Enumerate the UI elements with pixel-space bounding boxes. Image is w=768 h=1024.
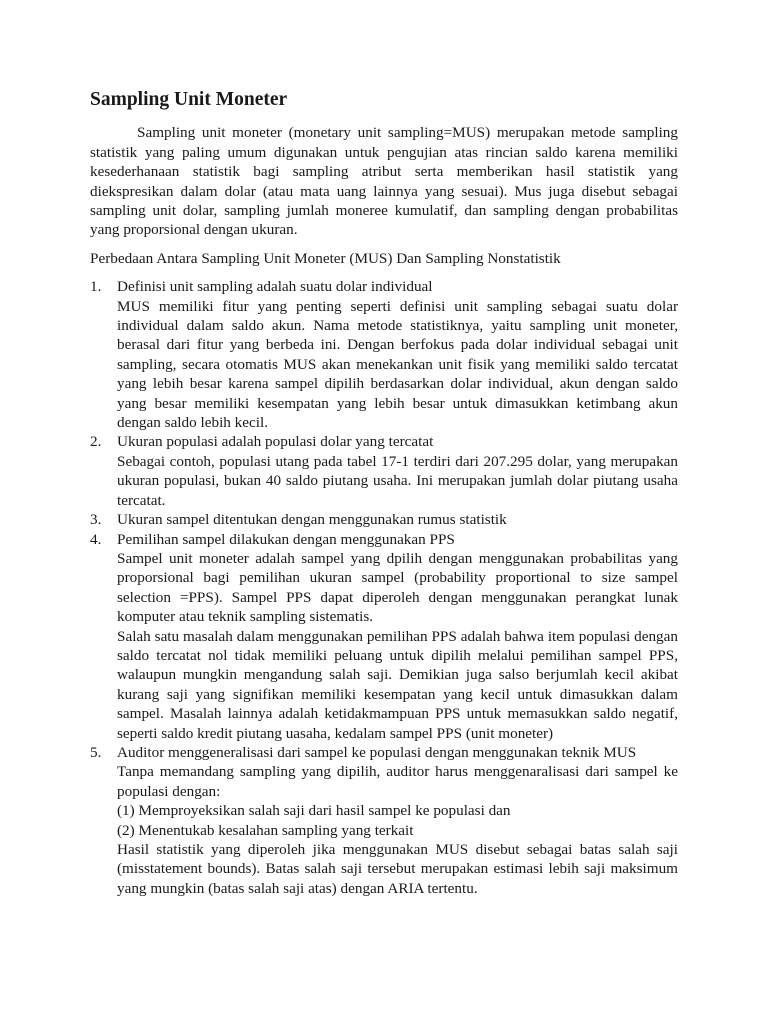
section-subheading: Perbedaan Antara Sampling Unit Moneter (MUS) Dan Sampling Nonstatistik [90,249,561,267]
list-item-paragraph: (1) Memproyeksikan salah saji dari hasil sampel ke populasi dan [117,802,511,820]
list-item-title: Ukuran populasi adalah populasi dolar yang tercatat [117,433,434,451]
list-item-paragraph: Sebagai contoh, populasi utang pada tabel 17-1 terdiri dari 207.295 dolar, yang merupakan ukuran populasi, bukan 40 saldo piutang usaha. Ini merupakan jumlah dolar piutang usaha tercatat. [117,452,678,509]
list-item-title: Auditor menggeneralisasi dari sampel ke populasi dengan menggunakan teknik MUS [117,743,637,761]
list-item-paragraph: Hasil statistik yang diperoleh jika menggunakan MUS disebut sebagai batas salah saji (misstatement bounds). Batas salah saji tersebut merupakan estimasi lebih saji maksimum yang mungkin (batas salah saji atas) dengan ARIA tertentu. [117,841,678,897]
list-item-body [117,762,678,898]
list-item [90,510,678,529]
list-item-title: Ukuran sampel ditentukan dengan menggunakan rumus statistik [117,511,507,529]
intro-paragraph: Sampling unit moneter (monetary unit sampling=MUS) merupakan metode sampling statistik yang paling umum digunakan untuk pengujian atas rincian saldo karena memiliki kesederhanaan statistik bagi sampling atribut serta memberikan hasil statistik yang diekspresikan dalam dolar (atau mata uang lainnya yang sesuai). Mus juga disebut sebagai sampling unit dolar, sampling jumlah moneree kumulatif, dan sampling dengan probabilitas yang proporsional dengan ukuran. [90,124,678,239]
list-item-paragraph: Salah satu masalah dalam menggunakan pemilihan PPS adalah bahwa item populasi dengan saldo tercatat nol tidak memiliki peluang untuk dipilih melalui pemilihan sampel PPS, walaupun mungkin mengandung salah saji. Demikian juga salso berjumlah kecil akibat kurang saji yang signifikan memiliki kesempatan yang kecil untuk dimasukkan dalam sampel. Masalah lainnya adalah ketidakmampuan PPS untuk memasukkan saldo negatif, seperti saldo kredit piutang uasaha, kedalam sampel PPS (unit moneter) [117,627,678,742]
list-item-body [117,452,678,510]
numbered-list [90,277,678,898]
list-item-title: Definisi unit sampling adalah suatu dolar individual [117,278,433,296]
document-page [90,88,678,898]
list-item [90,530,678,743]
list-item-body [117,549,678,743]
list-item-paragraph: (2) Menentukab kesalahan sampling yang terkait [117,821,414,839]
list-item-paragraph: MUS memiliki fitur yang penting seperti definisi unit sampling sebagai suatu dolar individual dalam saldo akun. Nama metode statistiknya, yaitu sampling unit moneter, berasal dari fitur yang berbeda ini. Dengan berfokus pada dolar individual sebagai unit sampling, secara otomatis MUS akan menekankan unit fisik yang memiliki saldo tercatat yang lebih besar karena sampel dipilih berdasarkan dolar individual, akun dengan saldo yang besar memiliki kesempatan yang lebih besar untuk dimasukkan ketimbang akun dengan saldo lebih kecil. [117,297,678,432]
list-item [90,432,678,510]
list-item-number: 4. [90,530,102,548]
list-item [90,743,678,898]
list-item-number: 5. [90,743,102,761]
list-item-paragraph: Tanpa memandang sampling yang dipilih, auditor harus menggenaralisasi dari sampel ke populasi dengan: [117,763,678,800]
list-item-body [117,297,678,433]
page-title: Sampling Unit Moneter [90,89,288,110]
list-item-number: 1. [90,278,102,296]
list-item-title: Pemilihan sampel dilakukan dengan menggunakan PPS [117,530,455,548]
list-item-paragraph: Sampel unit moneter adalah sampel yang dpilih dengan menggunakan probabilitas yang proporsional bagi pemilihan ukuran sampel (probability proportional to size sampel selection =PPS). Sampel PPS dapat diperoleh dengan menggunakan perangkat lunak komputer atau teknik sampling sistematis. [117,549,678,626]
list-item-number: 2. [90,433,102,451]
list-item-number: 3. [90,511,102,529]
list-item [90,277,678,432]
